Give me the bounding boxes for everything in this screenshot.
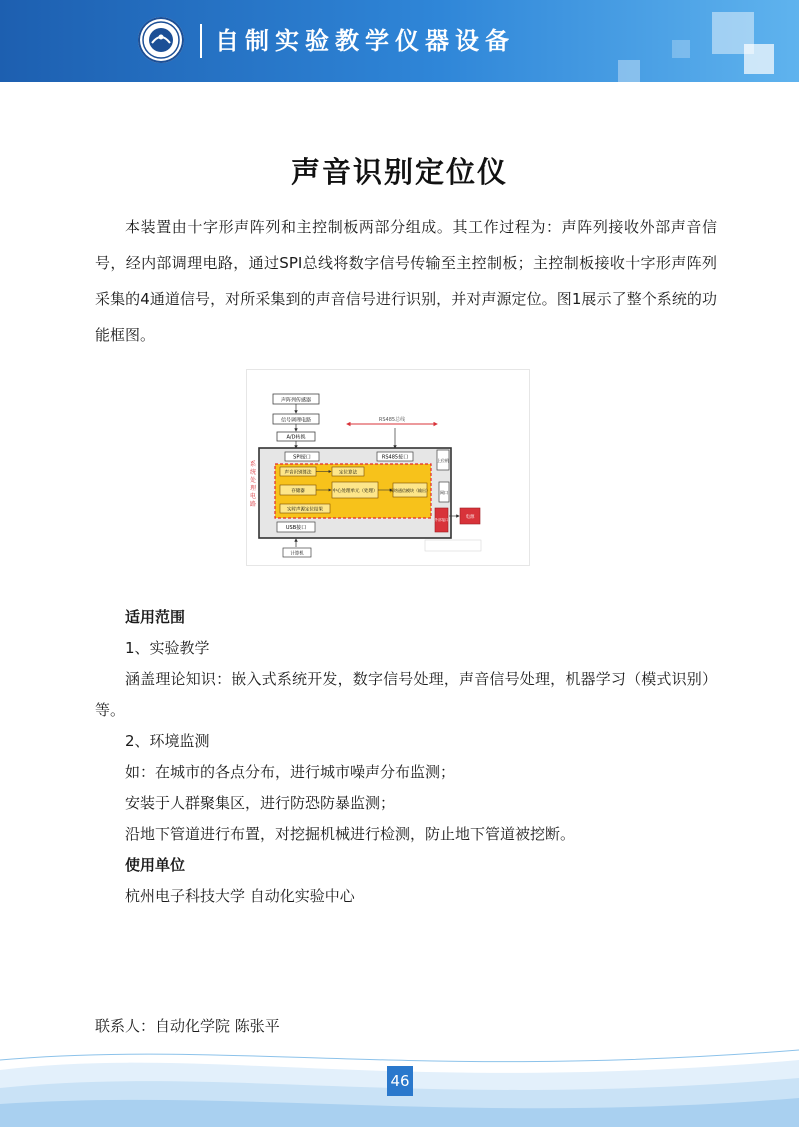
system-block-diagram (247, 370, 529, 565)
decor-square (618, 60, 640, 82)
svg-text:电源: 电源 (465, 515, 475, 520)
scope-item2-line: 沿地下管道进行布置，对挖掘机械进行检测，防止地下管道被挖断。 (125, 825, 576, 843)
scope-section (95, 602, 717, 912)
diagram-block-conditioning (273, 414, 319, 424)
scope-item1-text: 涵盖理论知识：嵌入式系统开发，数字信号处理，声音信号处理，机器学习（模式识别）等。 (95, 670, 717, 719)
scope-item2-line: 安装于人群聚集区，进行防恐防暴监测； (125, 794, 396, 812)
svg-text:网络通信模块（输出）: 网络通信模块（输出） (390, 488, 430, 493)
diagram-block-cpu (332, 482, 378, 498)
scope-item2-line: 如：在城市的各点分布，进行城市噪声分布监测； (125, 763, 456, 781)
svg-text:USB接口: USB接口 (285, 525, 307, 531)
svg-text:上位机: 上位机 (437, 458, 449, 463)
decor-square (744, 44, 774, 74)
svg-text:声音识别算法: 声音识别算法 (284, 470, 312, 476)
unit-heading: 使用单位 (125, 856, 186, 874)
diagram-block-usb (277, 522, 315, 532)
diagram-block-rs485 (377, 452, 413, 461)
header-banner (0, 0, 799, 82)
svg-text:A/D转换: A/D转换 (286, 434, 306, 441)
university-seal-icon (138, 17, 184, 63)
decor-square (672, 40, 690, 58)
diagram-block-netcomm (390, 483, 430, 497)
intro-paragraph: 本装置由十字形声阵列和主控制板两部分组成。其工作过程为：声阵列接收外部声音信号，经内部调理电路，通过SPI总线将数字信号传输至主控制板；主控制板接收十字形声阵列采集的4通道信号，对所采集到的声音信号进行识别，并对声源定位。图1展示了整个系统的功能框图。 (95, 218, 717, 344)
svg-text:实时声源定位结果: 实时声源定位结果 (287, 507, 323, 513)
scope-heading: 适用范围 (125, 608, 186, 626)
svg-text:RS485接口: RS485接口 (381, 454, 409, 461)
header-title: 自制实验教学仪器设备 (215, 27, 515, 55)
diagram-block-adc (277, 432, 315, 441)
diagram-system-label: 系统处理电路 (250, 461, 257, 508)
unit-name: 杭州电子科技大学 自动化实验中心 (125, 887, 355, 905)
diagram-block-computer (283, 548, 311, 557)
diagram-caption-box (425, 540, 481, 551)
diagram-block-locate (332, 467, 364, 476)
contact-line: 联系人：自动化学院 陈张平 (95, 1017, 280, 1035)
header-divider (200, 24, 202, 58)
svg-text:信号调理电路: 信号调理电路 (280, 417, 312, 424)
page-title: 声音识别定位仪 (290, 155, 508, 189)
svg-text:中心处理单元（处理）: 中心处理单元（处理） (332, 489, 378, 494)
diagram-block-result (280, 504, 330, 513)
svg-text:存储器: 存储器 (291, 489, 305, 494)
scope-item1-title: 1、实验教学 (125, 639, 210, 657)
diagram-block-upper (437, 450, 449, 470)
diagram-block-network (439, 482, 449, 502)
scope-item2-title: 2、环境监测 (125, 732, 210, 750)
diagram-bus-label: RS485总线 (378, 417, 406, 423)
diagram-block-spi (285, 452, 319, 461)
svg-text:外部接口: 外部接口 (434, 518, 449, 522)
svg-text:网口: 网口 (440, 490, 448, 495)
svg-text:计算机: 计算机 (290, 551, 304, 557)
diagram-block-recognition (280, 467, 316, 476)
diagram-block-ext-interface (435, 508, 449, 532)
svg-text:定位算法: 定位算法 (339, 470, 357, 476)
svg-text:SPI接口: SPI接口 (293, 454, 311, 461)
page-number: 46 (387, 1066, 413, 1096)
svg-text:声阵列传感器: 声阵列传感器 (280, 397, 312, 404)
diagram-block-array (273, 394, 319, 404)
diagram-block-memory (280, 485, 316, 495)
diagram-block-power (460, 508, 480, 524)
